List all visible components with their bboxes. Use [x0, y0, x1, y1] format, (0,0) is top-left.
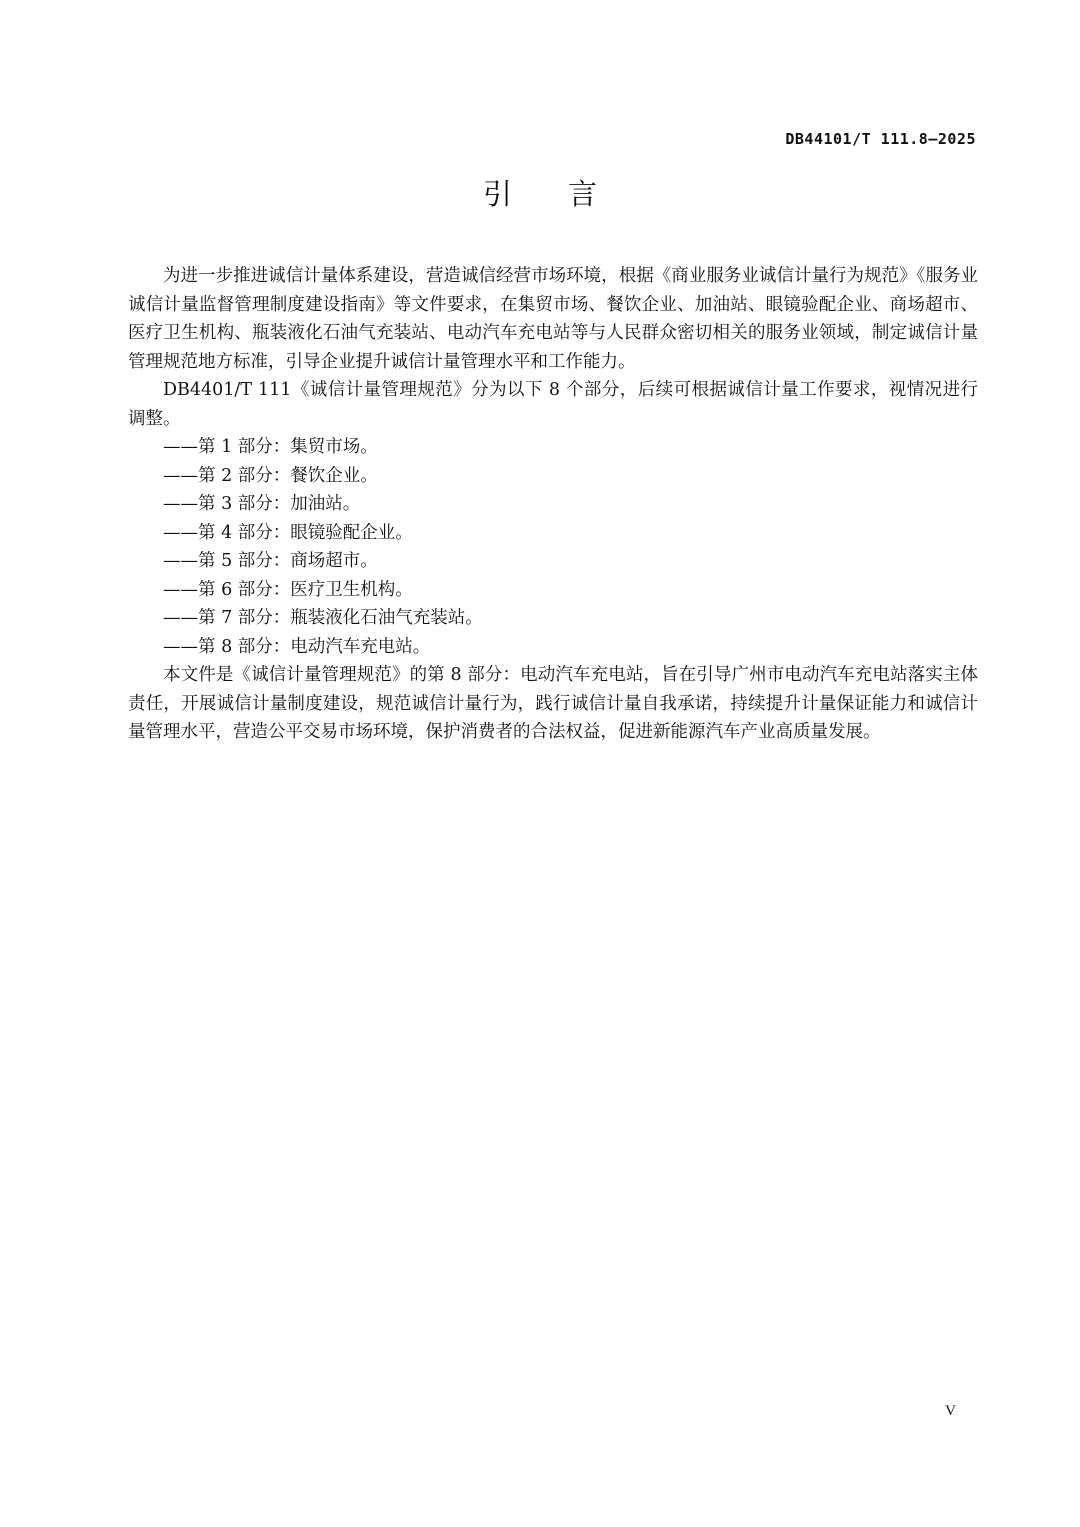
parts-list — [128, 433, 978, 661]
standard-code: DB44101/T 111.8—2025 — [785, 130, 976, 148]
section-title — [0, 172, 1080, 213]
closing-paragraph: 本文件是《诚信计量管理规范》的第 8 部分：电动汽车充电站，旨在引导广州市电动汽车充电站落实主体责任，开展诚信计量制度建设，规范诚信计量行为，践行诚信计量自我承诺，持续提升计量保证能力和诚信计量管理水平，营造公平交易市场环境，保护消费者的合法权益，促进新能源汽车产业高质量发展。 — [128, 665, 978, 742]
intro-paragraph: 为进一步推进诚信计量体系建设，营造诚信经营市场环境，根据《商业服务业诚信计量行为规范》《服务业诚信计量监督管理制度建设指南》等文件要求，在集贸市场、餐饮企业、加油站、眼镜验配企业、商场超市、医疗卫生机构、瓶装液化石油气充装站、电动汽车充电站等与人民群众密切相关的服务业领域，制定诚信计量管理规范地方标准，引导企业提升诚信计量管理水平和工作能力。 — [128, 266, 978, 372]
title-char-1: 引 — [482, 177, 512, 211]
list-item: ——第 8 部分：电动汽车充电站。 — [163, 636, 431, 657]
list-item: ——第 4 部分：眼镜验配企业。 — [163, 522, 413, 543]
parts-intro-paragraph: DB4401/T 111《诚信计量管理规范》分为以下 8 个部分，后续可根据诚信计量工作要求，视情况进行调整。 — [128, 380, 978, 429]
document-body — [128, 262, 978, 747]
title-char-2: 言 — [568, 177, 598, 211]
page-number: V — [945, 1403, 956, 1419]
list-item: ——第 5 部分：商场超市。 — [163, 551, 378, 571]
list-item: ——第 2 部分：餐饮企业。 — [163, 465, 378, 486]
list-item: ——第 7 部分：瓶装液化石油气充装站。 — [163, 608, 483, 628]
list-item: ——第 6 部分：医疗卫生机构。 — [163, 579, 413, 600]
list-item: ——第 1 部分：集贸市场。 — [163, 437, 378, 457]
list-item: ——第 3 部分：加油站。 — [163, 494, 361, 514]
